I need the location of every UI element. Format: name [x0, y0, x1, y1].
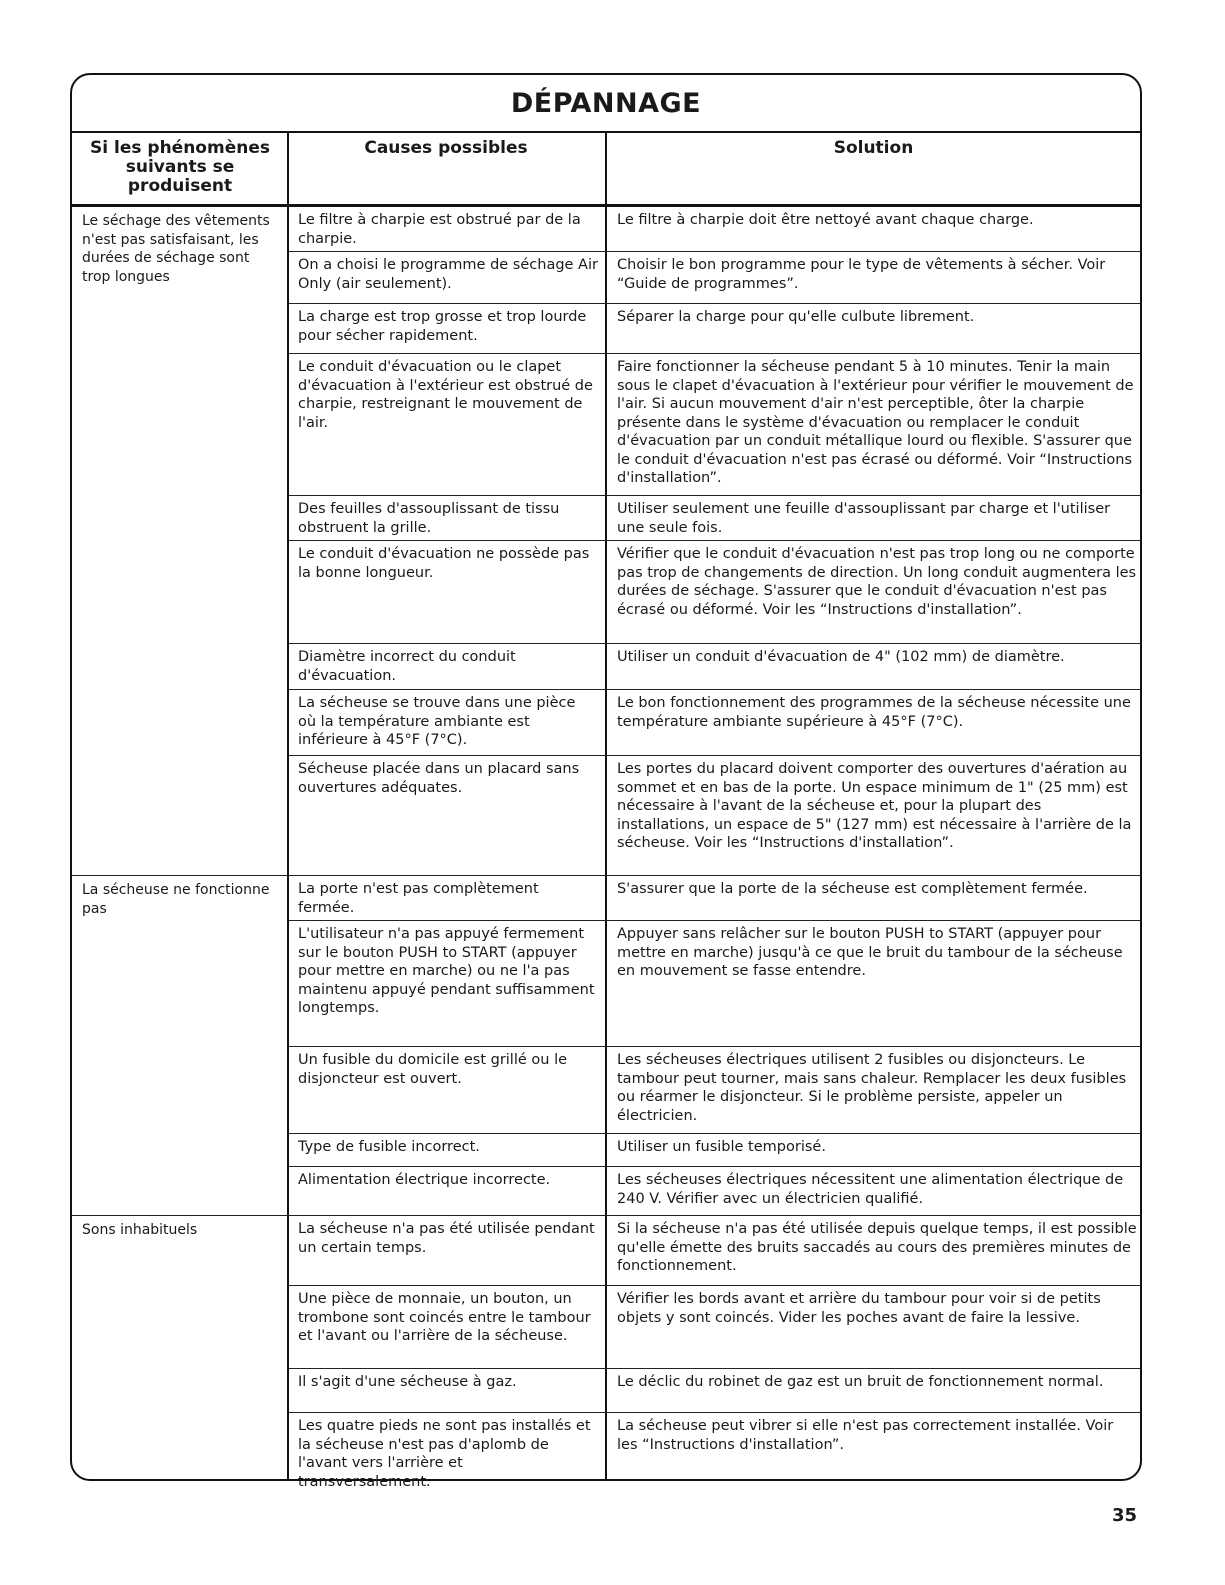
solution-cell: Utiliser un fusible temporisé. [617, 1139, 826, 1155]
page-number: 35 [1112, 1505, 1138, 1526]
header-cause: Causes possibles [364, 138, 528, 158]
header-symptom: Si les phénomènes suivants se produisent [90, 138, 270, 196]
header-solution: Solution [833, 138, 914, 158]
solution-cell: Si la sécheuse n'a pas été utilisée depuis quelque temps, il est possible qu'elle émette des bruits saccadés au cours des premières minutes de fonctionnement. [617, 1221, 1137, 1274]
solution-cell: Le filtre à charpie doit être nettoyé avant chaque charge. [617, 212, 1034, 228]
symptom-divider [72, 875, 289, 876]
cause-cell: La sécheuse n'a pas été utilisée pendant un certain temps. [298, 1221, 595, 1256]
cause-cell: Un fusible du domicile est grillé ou le disjoncteur est ouvert. [298, 1052, 568, 1087]
solution-cell: Appuyer sans relâcher sur le bouton PUSH to START (appuyer pour mettre en marche) jusqu'à ce que le bruit du tambour de la sécheuse en mouvement se fasse entendre. [617, 926, 1123, 979]
table-row [289, 689, 1140, 755]
cause-cell: La charge est trop grosse et trop lourde pour sécher rapidement. [298, 309, 587, 344]
cause-cell: Type de fusible incorrect. [298, 1139, 480, 1155]
table-row [289, 643, 1140, 689]
table-row [289, 303, 1140, 353]
table-row [289, 540, 1140, 643]
table-row [289, 1166, 1140, 1215]
symptom-divider [72, 1215, 289, 1216]
cause-cell: Des feuilles d'assouplissant de tissu obstruent la grille. [298, 501, 560, 536]
table-row [289, 875, 1140, 920]
cause-cell: Sécheuse placée dans un placard sans ouvertures adéquates. [298, 761, 580, 796]
table-row [289, 1215, 1140, 1285]
symptom-noises: Sons inhabituels [82, 1222, 198, 1238]
cause-cell: On a choisi le programme de séchage Air Only (air seulement). [298, 257, 598, 292]
cause-cell: L'utilisateur n'a pas appuyé fermement sur le bouton PUSH to START (appuyer pour mettre en marche) ou ne l'a pas maintenu appuyé pendant suffisamment longtemps. [298, 926, 595, 1016]
solution-cell: Utiliser seulement une feuille d'assouplissant par charge et l'utiliser une seule fois. [617, 501, 1111, 536]
solution-cell: Utiliser un conduit d'évacuation de 4" (102 mm) de diamètre. [617, 649, 1065, 665]
table-row [289, 1133, 1140, 1166]
cause-cell: La porte n'est pas complètement fermée. [298, 881, 539, 916]
table-row [289, 207, 1140, 251]
solution-cell: La sécheuse peut vibrer si elle n'est pas correctement installée. Voir les “Instructions d'installation”. [617, 1418, 1114, 1453]
solution-cell: Faire fonctionner la sécheuse pendant 5 à 10 minutes. Tenir la main sous le clapet d'évacuation à l'extérieur pour vérifier le mouvement de l'air. Si aucun mouvement d'air n'est perceptible, ôter la charpie présente dans le système d'évacuation ou remplacer le conduit d'évacuation par un conduit métallique lourd ou flexible. S'assurer que le conduit d'évacuation n'est pas écrasé ou déformé. Voir “Instructions d'installation”. [617, 359, 1134, 486]
solution-cell: Les portes du placard doivent comporter des ouvertures d'aération au sommet et en bas de la porte. Un espace minimum de 1" (25 mm) est nécessaire à l'avant de la sécheuse et, pour la plupart des installations, un espace de 5" (127 mm) est nécessaire à l'arrière de la sécheuse. Voir les “Instructions d'installation”. [617, 761, 1132, 851]
cause-cell: Le filtre à charpie est obstrué par de la charpie. [298, 212, 581, 247]
table-row [289, 920, 1140, 1046]
symptom-not-running: La sécheuse ne fonctionne pas [82, 882, 270, 917]
table-row [289, 1368, 1140, 1412]
solution-cell: Les sécheuses électriques nécessitent une alimentation électrique de 240 V. Vérifier avec un électricien qualifié. [617, 1172, 1124, 1207]
solution-cell: Le bon fonctionnement des programmes de la sécheuse nécessite une température ambiante supérieure à 45°F (7°C). [617, 695, 1131, 730]
cause-cell: Le conduit d'évacuation ou le clapet d'évacuation à l'extérieur est obstrué de charpie, restreignant le mouvement de l'air. [298, 359, 593, 431]
table-row [289, 1412, 1140, 1490]
cause-cell: Diamètre incorrect du conduit d'évacuation. [298, 649, 516, 684]
solution-cell: Séparer la charge pour qu'elle culbute librement. [617, 309, 975, 325]
cause-cell: Il s'agit d'une sécheuse à gaz. [298, 1374, 517, 1390]
cause-cell: Alimentation électrique incorrecte. [298, 1172, 551, 1188]
solution-cell: Les sécheuses électriques utilisent 2 fusibles ou disjoncteurs. Le tambour peut tourner, mais sans chaleur. Remplacer les deux fusibles ou réarmer le disjoncteur. Si le problème persiste, appeler un électricien. [617, 1052, 1127, 1124]
solution-cell: Le déclic du robinet de gaz est un bruit de fonctionnement normal. [617, 1374, 1104, 1390]
cause-cell: Le conduit d'évacuation ne possède pas la bonne longueur. [298, 546, 590, 581]
solution-cell: Vérifier les bords avant et arrière du tambour pour voir si de petits objets y sont coincés. Vider les poches avant de faire la lessive. [617, 1291, 1101, 1326]
solution-cell: Choisir le bon programme pour le type de vêtements à sécher. Voir “Guide de programmes”. [617, 257, 1106, 292]
solution-cell: Vérifier que le conduit d'évacuation n'est pas trop long ou ne comporte pas trop de changements de direction. Un long conduit augmentera les durées de séchage. S'assurer que le conduit d'évacuation n'est pas écrasé ou déformé. Voir les “Instructions d'installation”. [617, 546, 1137, 618]
page-title: DÉPANNAGE [72, 75, 1140, 133]
table-row [289, 1285, 1140, 1368]
table-row [289, 1046, 1140, 1133]
cause-cell: La sécheuse se trouve dans une pièce où la température ambiante est inférieure à 45°F (7°C). [298, 695, 576, 748]
table-row [289, 755, 1140, 875]
table-row [289, 251, 1140, 303]
table-row [289, 353, 1140, 495]
table-row [289, 495, 1140, 540]
troubleshooting-table [70, 73, 1142, 1490]
solution-cell: S'assurer que la porte de la sécheuse est complètement fermée. [617, 881, 1088, 897]
cause-cell: Les quatre pieds ne sont pas installés et la sécheuse n'est pas d'aplomb de l'avant vers l'arrière et transversalement. [298, 1418, 591, 1490]
cause-cell: Une pièce de monnaie, un bouton, un trombone sont coincés entre le tambour et l'avant ou l'arrière de la sécheuse. [298, 1291, 591, 1344]
symptom-drying: Le séchage des vêtements n'est pas satisfaisant, les durées de séchage sont trop longues [82, 213, 270, 285]
